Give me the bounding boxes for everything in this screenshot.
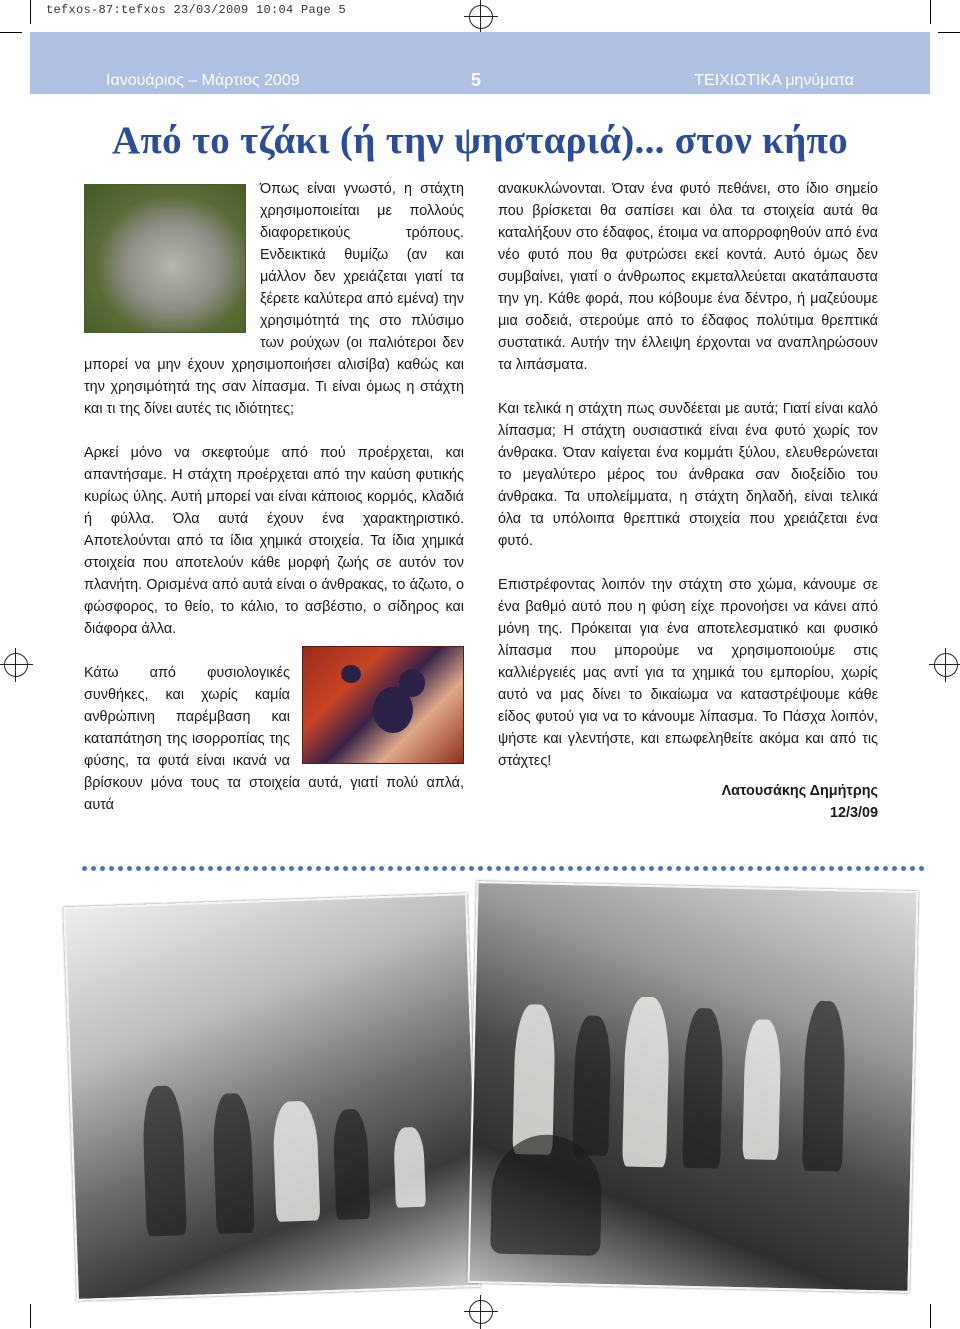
crop-mark (0, 32, 22, 33)
divider-dot (415, 866, 420, 871)
divider-dot (199, 866, 204, 871)
divider-dot (865, 866, 870, 871)
print-slug: tefxos-87:tefxos 23/03/2009 10:04 Page 5 (46, 3, 347, 17)
divider-dot (883, 866, 888, 871)
divider-dot (649, 866, 654, 871)
article-column-left (84, 178, 464, 816)
divider-dot (343, 866, 348, 871)
divider-dot (136, 866, 141, 871)
crop-mark (938, 32, 960, 33)
author-name: Λατουσάκης Δημήτρης (721, 783, 878, 799)
divider-dot (352, 866, 357, 871)
divider-dot (712, 866, 717, 871)
divider-dot (91, 866, 96, 871)
divider-dot (190, 866, 195, 871)
divider-dot (181, 866, 186, 871)
divider-dot (856, 866, 861, 871)
divider-dot (442, 866, 447, 871)
divider-dot (595, 866, 600, 871)
divider-dot (775, 866, 780, 871)
divider-dot (217, 866, 222, 871)
registration-mark (469, 1300, 493, 1324)
divider-dot (577, 866, 582, 871)
divider-dot (613, 866, 618, 871)
divider-dot (496, 866, 501, 871)
divider-dot (523, 866, 528, 871)
divider-dot (793, 866, 798, 871)
crop-mark (930, 1304, 931, 1328)
divider-dot (244, 866, 249, 871)
divider-dot (901, 866, 906, 871)
divider-dot (307, 866, 312, 871)
article-column-right (498, 178, 878, 824)
divider-dot (541, 866, 546, 871)
divider-dot (109, 866, 114, 871)
divider-dot (163, 866, 168, 871)
divider-dot (838, 866, 843, 871)
divider-dot (271, 866, 276, 871)
divider-dot (289, 866, 294, 871)
divider-dot (379, 866, 384, 871)
article-title: Από το τζάκι (ή την ψησταριά)... στον κήπο (112, 119, 848, 162)
divider-dot (478, 866, 483, 871)
divider-dot (811, 866, 816, 871)
divider-dot (226, 866, 231, 871)
divider-dot (910, 866, 915, 871)
divider-dot (748, 866, 753, 871)
divider-dot (406, 866, 411, 871)
divider-dot (766, 866, 771, 871)
divider-dot (685, 866, 690, 871)
divider-dot (514, 866, 519, 871)
ash-on-grass-photo (84, 184, 246, 333)
divider-dot (676, 866, 681, 871)
divider-dot (253, 866, 258, 871)
divider-dot (892, 866, 897, 871)
divider-dot (280, 866, 285, 871)
paragraph: Επιστρέφοντας λοιπόν την στάχτη στο χώμα, κάνουμε σε ένα βαθμό αυτό που η φύση είχε προνοήσει να κάνει από μόνη της. Πρόκειται για ένα αποτελεσματικό και φυσικό λίπασμα που μπορούμε να χρησιμοποιούμε στις καλλιέργειές μας αντί για τα χημικά του εμπορίου, χωρίς αυτό να μας δίνει το δικαίωμα να καταστρέψουμε κάθε είδος φυτού για να το κάνουμε λίπασμα. Το Πάσχα λοιπόν, ψήστε και γλεντήστε, και επωφεληθείτε ακόμα και από τις στάχτες! (498, 577, 878, 769)
paragraph: Κάτω από φυσιολογικές συνθήκες, και χωρίς καμία ανθρώπινη παρέμβαση και καταπάτηση της ισορροπίας της φύσης, τα φυτά είναι ικανά να βρίσκουν μόνα τους τα στοιχεία αυτά, γιατί πολύ απλά, αυτά (84, 665, 464, 813)
divider-dot (469, 866, 474, 871)
divider-dot (739, 866, 744, 871)
crop-mark (930, 0, 931, 24)
divider-dot (370, 866, 375, 871)
divider-dot (334, 866, 339, 871)
divider-dot (487, 866, 492, 871)
divider-dot (460, 866, 465, 871)
divider-dot (730, 866, 735, 871)
divider-dot (550, 866, 555, 871)
divider-dot (100, 866, 105, 871)
issue-date: Ιανουάριος – Μάρτιος 2009 (106, 72, 300, 89)
divider-dot (640, 866, 645, 871)
divider-dot (316, 866, 321, 871)
divider-dot (145, 866, 150, 871)
divider-dot (82, 866, 87, 871)
registration-mark (934, 653, 958, 677)
divider-dot (568, 866, 573, 871)
divider-dot (703, 866, 708, 871)
divider-dot (172, 866, 177, 871)
crop-mark (30, 0, 31, 24)
divider-dot (667, 866, 672, 871)
divider-dot (622, 866, 627, 871)
divider-dot (784, 866, 789, 871)
page-header (30, 32, 930, 94)
paragraph: ανακυκλώνονται. Όταν ένα φυτό πεθάνει, στο ίδιο σημείο που βρίσκεται θα σαπίσει και όλα τα στοιχεία αυτά θα καταλήξουν στο έδαφος, έτοιμα να απορροφηθούν από ένα νέο φυτό που θα φυτρώσει εκεί κοντά. Αυτό όμως δεν συμβαίνει, γιατί ο άνθρωπος εκμεταλλεύεται ακατάπαυστα την γη. Κάθε φορά, που κόβουμε ένα δέντρο, ή μαζεύουμε μια σοδειά, στερούμε από το έδαφος πολύτιμα θρεπτικά συστατικά. Αυτήν την έλλειψη έρχονται να αναπληρώσουν τα λιπάσματα. (498, 181, 878, 373)
divider-dot (154, 866, 159, 871)
publication-name: ΤΕΙΧΙΩΤΙΚΑ μηνύματα (694, 72, 854, 89)
divider-dot (262, 866, 267, 871)
divider-dot (604, 866, 609, 871)
crop-mark (30, 1304, 31, 1328)
divider-dot (532, 866, 537, 871)
divider-dot (919, 866, 924, 871)
article-date: 12/3/09 (829, 805, 878, 821)
registration-mark (469, 5, 493, 29)
divider-dot (361, 866, 366, 871)
divider-dot (397, 866, 402, 871)
divider-dot (820, 866, 825, 871)
family-group-photo-right (467, 881, 918, 1293)
divider-dot (694, 866, 699, 871)
divider-dot (874, 866, 879, 871)
divider-dot (847, 866, 852, 871)
divider-dot (802, 866, 807, 871)
divider-dot (505, 866, 510, 871)
divider-dot (424, 866, 429, 871)
divider-dot (208, 866, 213, 871)
divider-dot (829, 866, 834, 871)
divider-dot (298, 866, 303, 871)
family-roasting-photo-left (63, 893, 481, 1301)
divider-dot (451, 866, 456, 871)
divider-dot (586, 866, 591, 871)
divider-dot (118, 866, 123, 871)
dotted-divider (82, 866, 932, 876)
divider-dot (757, 866, 762, 871)
grape-harvest-photo (302, 646, 464, 764)
divider-dot (721, 866, 726, 871)
divider-dot (388, 866, 393, 871)
paragraph: Και τελικά η στάχτη πως συνδέεται με αυτά; Γιατί είναι καλό λίπασμα; Η στάχτη ουσιαστικά είναι ένα φυτό χωρίς τον άνθρακα. Όταν καίγεται ένα κομμάτι ξύλου, ελευθερώνεται το μεγαλύτερο μέρος του άνθρακα σαν διοξείδιο του άνθρακα. Τα υπολείμματα, η στάχτη δηλαδή, είναι τελικά όλα τα υπόλοιπα θρεπτικά στοιχεία που χρειάζεται ένα φυτό. (498, 401, 878, 549)
divider-dot (433, 866, 438, 871)
divider-dot (631, 866, 636, 871)
registration-mark (4, 653, 28, 677)
page-number: 5 (471, 70, 482, 90)
divider-dot (235, 866, 240, 871)
divider-dot (658, 866, 663, 871)
divider-dot (325, 866, 330, 871)
paragraph: Αρκεί μόνο να σκεφτούμε από πού προέρχεται, και απαντήσαμε. Η στάχτη προέρχεται από την καύση φυτικής κυρίως ύλης. Αυτή μπορεί ναι είναι κάποιος κορμός, κλαδιά ή φύλλα. Όλα αυτά έχουν ένα χαρακτηριστικό. Αποτελούνται από τα ίδια χημικά στοιχεία. Τα ίδια χημικά στοιχεία που αποτελούν κάθε μορφή ζωής σε αυτόν τον πλανήτη. Ορισμένα από αυτά είναι ο άνθρακας, το άζωτο, ο φώσφορος, το θείο, το κάλιο, το ασβέστιο, ο σίδηρος και διάφορα άλλα. (84, 445, 464, 637)
divider-dot (127, 866, 132, 871)
paragraph: Όπως είναι γνωστό, η στάχτη χρησιμοποιείται με πολλούς διαφορετικούς τρόπους. Ενδεικτικά θυμίζω (αν και μάλλον δεν χρειάζεται γιατί τα ξέρετε καλύτερα από εμένα) την χρησιμότητά της στο πλύσιμο των ρούχων (οι παλιότεροι δεν μπορεί να μην έχουν χρησιμοποιήσει αλισίβα) καθώς και την χρησιμότητά της σαν λίπασμα. Τι είναι όμως η στάχτη και τι της δίνει αυτές τις ιδιότητες; (84, 181, 464, 417)
divider-dot (559, 866, 564, 871)
